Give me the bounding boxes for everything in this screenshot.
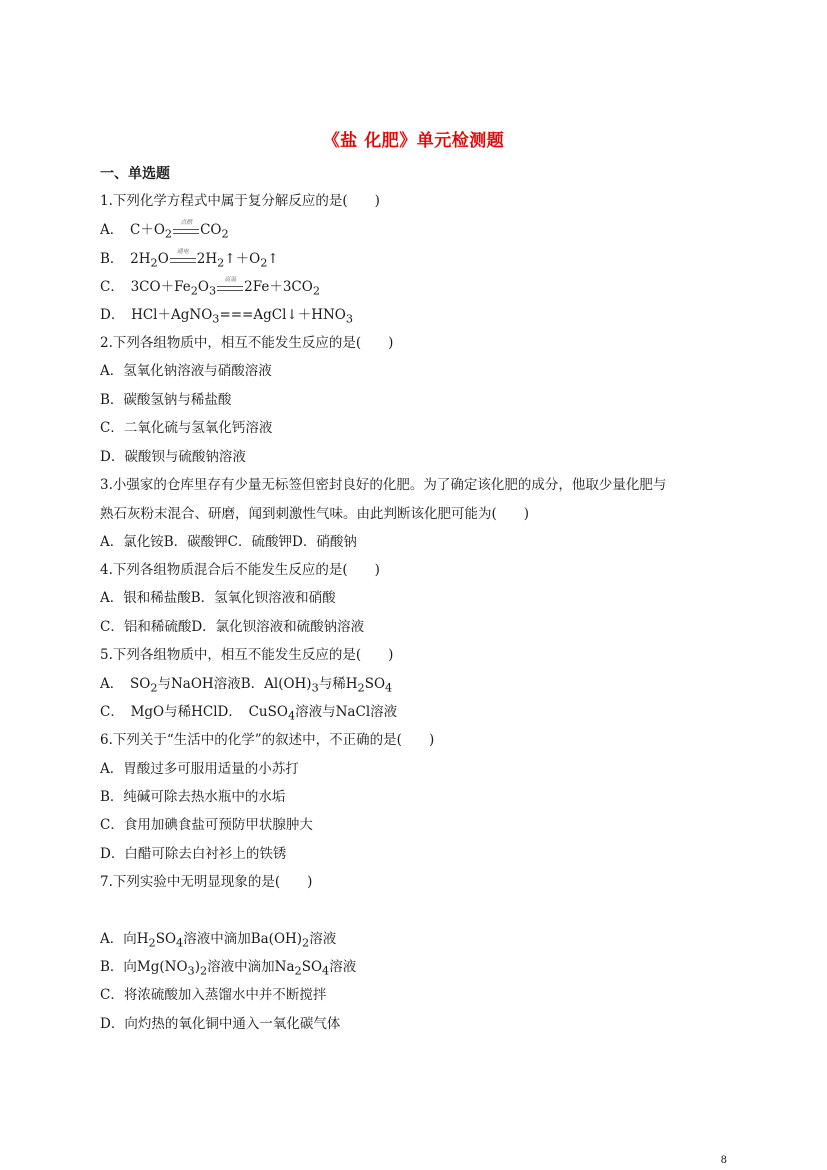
subscript: 4	[287, 709, 296, 723]
equation-text: 2Fe＋3CO	[244, 279, 313, 295]
reaction-condition	[173, 221, 199, 235]
equation-text: C． 3CO＋Fe	[100, 279, 191, 295]
question-4-options-ab: A．银和稀盐酸B．氢氧化钡溶液和硝酸	[100, 590, 336, 606]
subscript: 2	[150, 681, 158, 695]
document-title: 《盐 化肥》单元检测题	[322, 131, 505, 151]
question-1-option-c	[100, 278, 320, 301]
condition-bar	[217, 286, 243, 291]
section-heading: 一、单选题	[100, 166, 170, 182]
question-7-option-d: D．向灼热的氧化铜中通入一氧化碳气体	[100, 1016, 341, 1032]
equation-text: 2H	[196, 251, 218, 267]
option-text: A． SO	[100, 676, 151, 692]
subscript: 3	[345, 312, 354, 326]
condition-label: 高温	[224, 276, 237, 283]
question-2-option-c: C．二氧化硫与氢氧化钙溶液	[100, 420, 273, 436]
subscript: 3	[187, 964, 195, 978]
equation-text: O	[157, 251, 169, 267]
equation-text: ===AgCl↓＋HNO	[219, 307, 346, 323]
question-5-options-ab	[100, 675, 392, 698]
question-2-option-d: D．碳酸钡与硫酸钠溶液	[100, 449, 246, 465]
subscript: 2	[164, 227, 173, 241]
subscript: 4	[176, 936, 184, 950]
option-text: SO	[301, 959, 323, 975]
subscript: 2	[302, 936, 310, 950]
question-1-option-b	[100, 250, 279, 273]
equation-text: B． 2H	[100, 251, 151, 267]
question-7-option-b	[100, 958, 356, 981]
option-text: SO	[364, 676, 386, 692]
subscript: 2	[190, 284, 198, 298]
question-5-options-cd	[100, 703, 397, 726]
question-6-option-d: D．白醋可除去白衬衫上的铁锈	[100, 846, 287, 862]
subscript: 3	[311, 681, 319, 695]
question-3-options: A．氯化铵B．碳酸钾C．硫酸钾D．硝酸钠	[100, 534, 357, 550]
option-text: 溶液	[309, 931, 337, 947]
question-7-option-a	[100, 930, 336, 953]
equation-text: ↑	[267, 251, 279, 267]
question-6-option-b: B．纯碱可除去热水瓶中的水垢	[100, 789, 286, 805]
equation-text: D． HCl＋AgNO	[100, 307, 213, 323]
subscript: 2	[312, 284, 320, 298]
subscript: 4	[385, 681, 393, 695]
question-2-stem: 2.下列各组物质中，相互不能发生反应的是( )	[100, 335, 394, 351]
subscript: 2	[260, 256, 268, 270]
subscript: 2	[200, 964, 208, 978]
subscript: 2	[357, 681, 365, 695]
subscript: 2	[217, 256, 225, 270]
option-text: SO	[155, 931, 177, 947]
condition-label: 通电	[176, 248, 189, 255]
question-1-stem: 1.下列化学方程式中属于复分解反应的是( )	[100, 193, 380, 209]
subscript: 3	[212, 312, 220, 326]
option-text: 溶液	[329, 959, 357, 975]
option-text: 溶液中滴加Ba(OH)	[183, 931, 303, 947]
subscript: 2	[148, 936, 156, 950]
condition-bar	[173, 229, 199, 234]
reaction-condition	[170, 250, 196, 264]
subscript: 3	[208, 284, 217, 298]
question-2-option-a: A．氢氧化钠溶液与硝酸溶液	[100, 363, 272, 379]
option-text: 溶液中滴加Na	[207, 959, 295, 975]
option-text: C． MgO与稀HClD． CuSO	[100, 704, 288, 720]
question-2-option-b: B．碳酸氢钠与稀盐酸	[100, 392, 232, 408]
subscript: 4	[322, 964, 330, 978]
subscript: 2	[294, 964, 302, 978]
equation-text: ↑＋O	[224, 251, 261, 267]
subscript: 2	[221, 227, 229, 241]
question-1-option-a	[100, 221, 229, 244]
option-text: B．向Mg(NO	[100, 959, 188, 975]
option-text: )	[194, 959, 200, 975]
question-6-stem: 6.下列关于“生活中的化学”的叙述中，不正确的是( )	[100, 732, 435, 748]
option-text: 与稀H	[318, 676, 358, 692]
question-7-option-c: C．将浓硫酸加入蒸馏水中并不断搅拌	[100, 987, 327, 1003]
question-7-stem: 7.下列实验中无明显现象的是( )	[100, 874, 313, 890]
option-text: 溶液与NaCl溶液	[295, 704, 398, 720]
equation-text: CO	[200, 222, 222, 238]
subscript: 2	[150, 256, 158, 270]
question-4-stem: 4.下列各组物质混合后不能发生反应的是( )	[100, 562, 380, 578]
equation-text: A． C＋O	[100, 222, 165, 238]
question-5-stem: 5.下列各组物质中，相互不能发生反应的是( )	[100, 647, 394, 663]
page-number: 8	[720, 1155, 727, 1166]
question-6-option-a: A．胃酸过多可服用适量的小苏打	[100, 761, 299, 777]
condition-label: 点燃	[180, 219, 193, 226]
question-3-stem-line-1: 3.小强家的仓库里存有少量无标签但密封良好的化肥。为了确定该化肥的成分，他取少量化肥与	[100, 477, 667, 493]
option-text: A．向H	[100, 931, 149, 947]
reaction-condition	[217, 278, 243, 292]
option-text: 与NaOH溶液B．Al(OH)	[157, 676, 312, 692]
question-1-option-d	[100, 306, 353, 329]
question-3-stem-line-2: 熟石灰粉末混合、研磨，闻到刺激性气味。由此判断该化肥可能为( )	[100, 506, 530, 522]
question-6-option-c: C．食用加碘食盐可预防甲状腺肿大	[100, 817, 313, 833]
equation-text: O	[197, 279, 209, 295]
condition-bar	[170, 258, 196, 263]
question-4-options-cd: C．铝和稀硫酸D．氯化钡溶液和硫酸钠溶液	[100, 619, 365, 635]
